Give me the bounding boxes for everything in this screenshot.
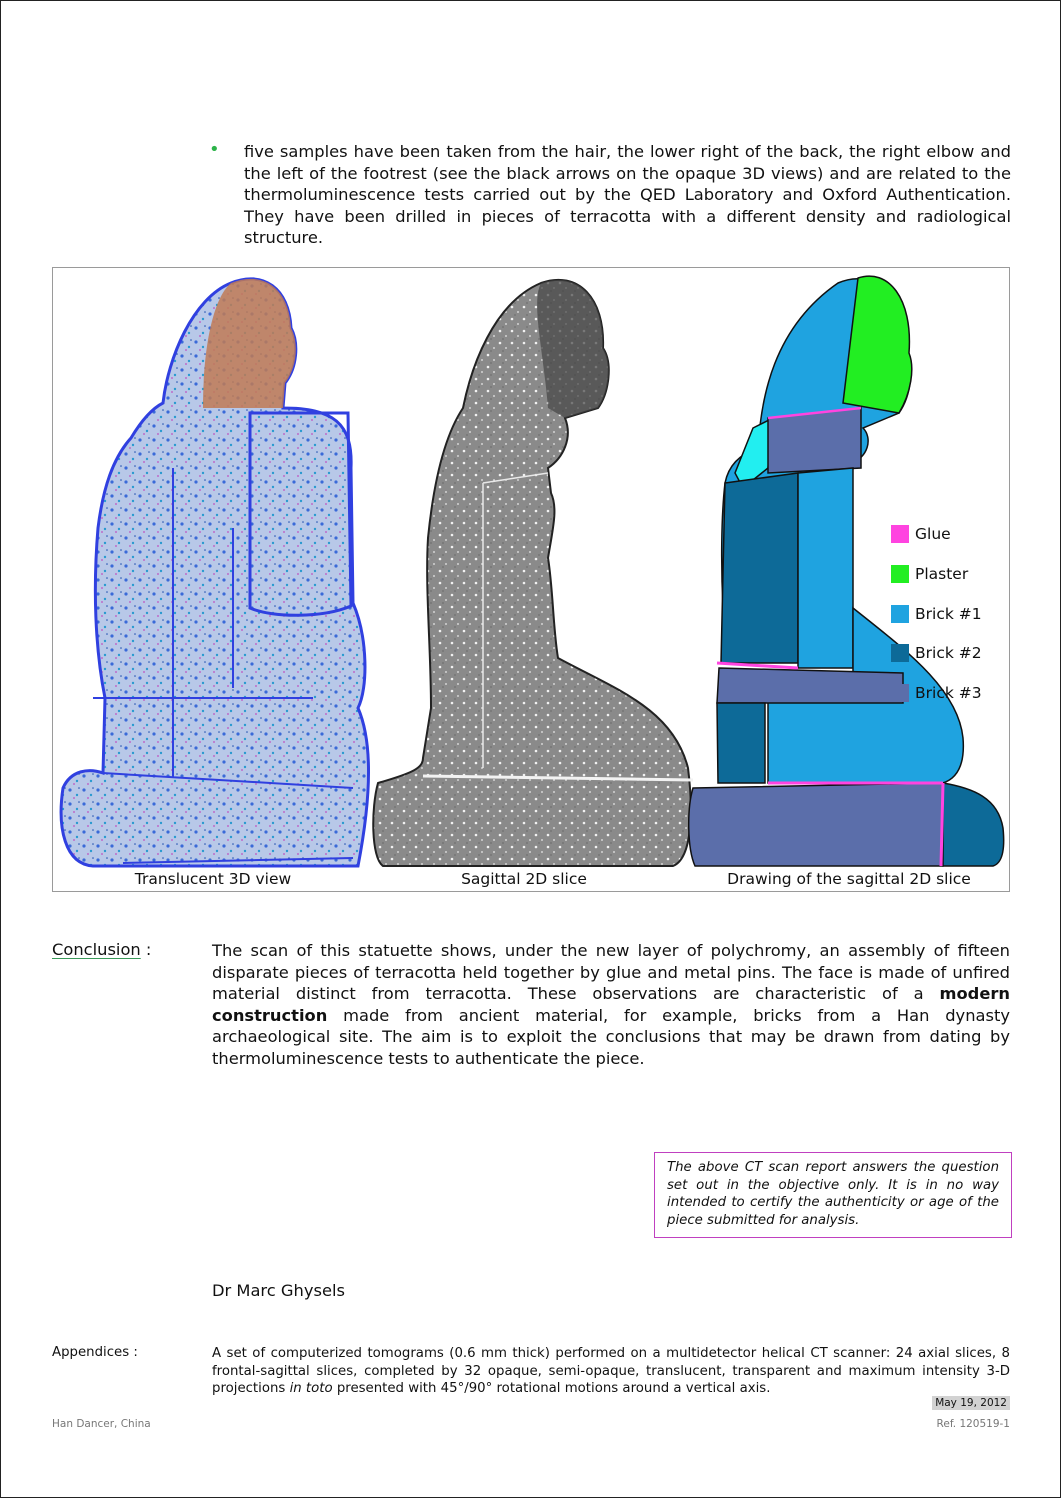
legend-swatch bbox=[891, 525, 909, 543]
legend-label: Plaster bbox=[915, 564, 969, 583]
appendices-text-part1: A set of computerized tomograms (0.6 mm thick) performed on a multidetector helical CT scanner: 24 axial slices, 8 frontal-sagittal slices, completed by 32 opaque, semi-opaque, translucent, transparent and maximum intensity 3-D projections bbox=[212, 1346, 1010, 1396]
appendices-label: Appendices : bbox=[52, 1345, 138, 1360]
footer-title: Han Dancer, China bbox=[52, 1418, 151, 1430]
signature: Dr Marc Ghysels bbox=[212, 1281, 345, 1300]
appendices-italic: in toto bbox=[289, 1381, 333, 1396]
legend-label: Brick #2 bbox=[915, 644, 982, 663]
legend-item-brick-3 bbox=[891, 683, 982, 703]
legend-swatch bbox=[891, 684, 909, 702]
legend-label: Glue bbox=[915, 525, 951, 543]
ct-figure-illustration bbox=[53, 268, 1011, 893]
ct-figure bbox=[52, 267, 1010, 892]
footer-reference: Ref. 120519-1 bbox=[936, 1418, 1010, 1430]
caption-sagittal-drawing: Drawing of the sagittal 2D slice bbox=[727, 870, 971, 888]
sagittal-2d-slice bbox=[373, 280, 693, 866]
legend-swatch bbox=[891, 565, 909, 583]
caption-sagittal-2d-slice: Sagittal 2D slice bbox=[461, 870, 587, 888]
translucent-3d-view bbox=[61, 279, 368, 866]
legend-item-plaster bbox=[891, 564, 982, 584]
sample-bullet bbox=[209, 141, 1011, 249]
date-badge: May 19, 2012 bbox=[932, 1396, 1010, 1410]
conclusion-bold: modern construction bbox=[212, 984, 1010, 1025]
material-legend bbox=[891, 524, 982, 723]
legend-label: Brick #3 bbox=[915, 684, 982, 703]
conclusion-text-part1: The scan of this statuette shows, under the new layer of polychromy, an assembly of fifteen disparate pieces of terracotta held together by glue and metal pins. The face is made of unfired material distinct from terracotta. These observations are characteristic of a bbox=[212, 941, 1010, 1003]
legend-swatch bbox=[891, 644, 909, 662]
conclusion-colon: : bbox=[140, 940, 152, 959]
caption-translucent-3d-view: Translucent 3D view bbox=[134, 870, 292, 888]
legend-item-brick-1 bbox=[891, 604, 982, 624]
legend-swatch bbox=[891, 605, 909, 623]
legend-item-glue bbox=[891, 524, 982, 544]
legend-item-brick-2 bbox=[891, 643, 982, 663]
conclusion-text-part2: made from ancient material, for example, bricks from a Han dynasty archaeological site. The aim is to exploit the conclusions that may be drawn from dating by thermoluminescence tests to authenticate the piece. bbox=[212, 1005, 1010, 1068]
bullet-text: five samples have been taken from the hair, the lower right of the back, the right elbow and the left of the footrest (see the black arrows on the opaque 3D views) and are related to the thermoluminescence tests carried out by the QED Laboratory and Oxford Authentication. They have been drilled in pieces of terracotta with a different density and radiological structure. bbox=[244, 142, 1011, 247]
appendices-text bbox=[212, 1345, 1010, 1398]
disclaimer-box: The above CT scan report answers the question set out in the objective only. It is in no way intended to certify the authenticity or age of the piece submitted for analysis. bbox=[654, 1152, 1012, 1238]
bullet-dot-icon: • bbox=[209, 139, 220, 160]
conclusion-label bbox=[52, 940, 151, 959]
appendices-text-part2: presented with 45°/90° rotational motions around a vertical axis. bbox=[332, 1381, 771, 1396]
conclusion-text bbox=[212, 940, 1010, 1069]
conclusion-heading: Conclusion bbox=[52, 940, 141, 959]
legend-label: Brick #1 bbox=[915, 604, 982, 623]
